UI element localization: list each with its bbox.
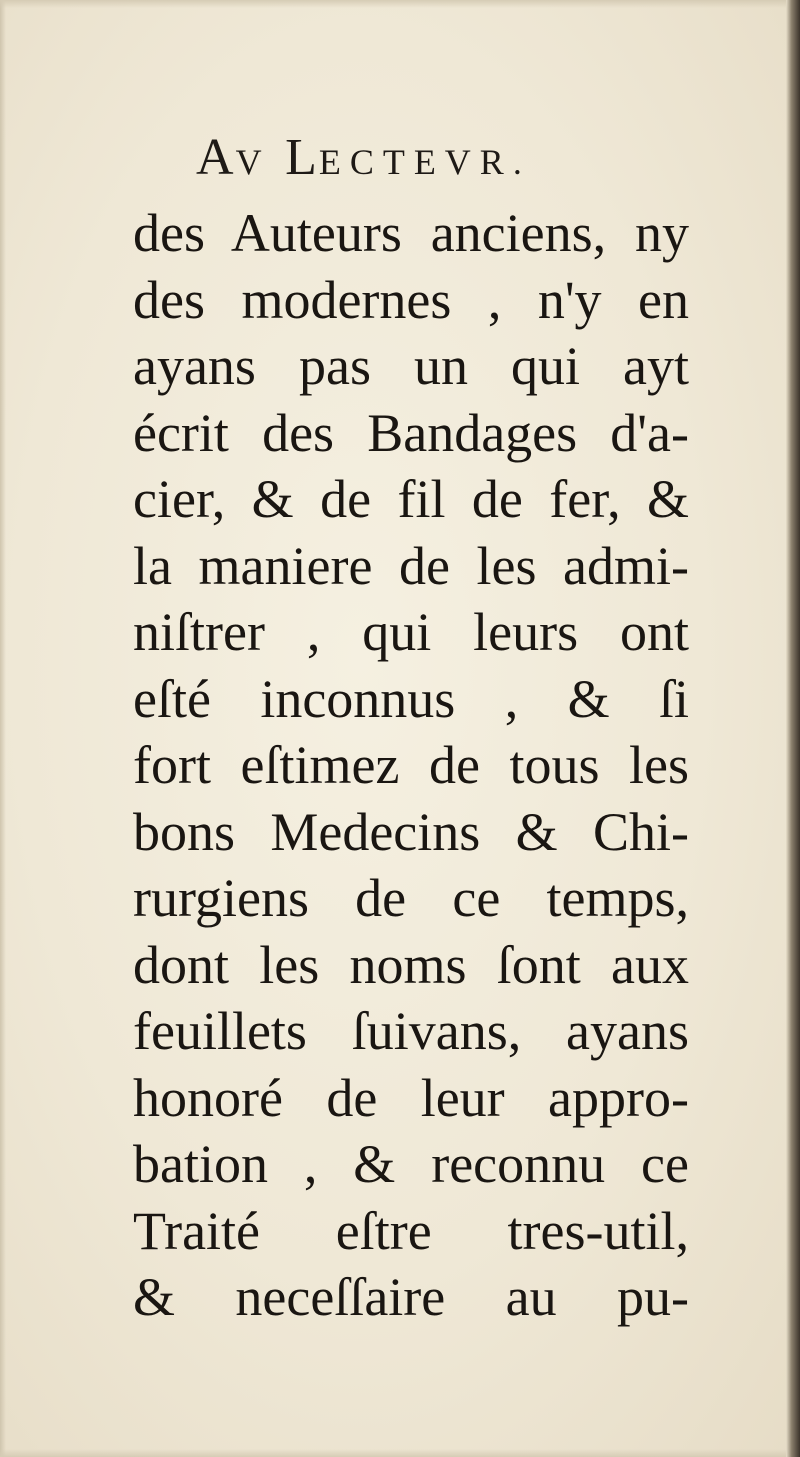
- header-au-rest: V: [235, 142, 271, 182]
- text-line-13: feuillets ſuivans, ayans: [133, 1001, 689, 1061]
- text-line-16: Traité eſtre tres-util,: [133, 1200, 689, 1261]
- header-space: [271, 129, 286, 185]
- text-line-14: honoré de leur appro-: [133, 1067, 689, 1128]
- text-line-10: bons Medecins & Chi-: [133, 801, 689, 862]
- page-left-edge: [0, 0, 6, 1457]
- body-text: [133, 200, 689, 1331]
- header-lecteur-initial: L: [285, 129, 319, 186]
- text-line-1: des Auteurs anciens, ny: [133, 203, 689, 263]
- text-line-2: des modernes , n'y en: [133, 269, 689, 330]
- text-line-8: eſté inconnus , & ſi: [133, 668, 689, 729]
- text-line-12: dont les noms ſont aux: [133, 934, 689, 995]
- text-line-4: écrit des Bandages d'a-: [133, 402, 689, 463]
- page-bottom-edge: [0, 1449, 800, 1457]
- text-line-15: bation , & reconnu ce: [133, 1134, 689, 1194]
- header-au-initial: A: [196, 129, 236, 186]
- text-line-9: fort eſtimez de tous les: [133, 735, 689, 795]
- text-line-11: rurgiens de ce temps,: [133, 868, 689, 928]
- text-line-3: ayans pas un qui ayt: [133, 336, 689, 396]
- page-top-edge: [0, 0, 800, 8]
- book-spine-shadow: [786, 0, 800, 1457]
- text-line-17: & neceſſaire au pu-: [133, 1267, 689, 1327]
- running-header: [196, 128, 531, 187]
- text-line-7: niſtrer , qui leurs ont: [133, 602, 689, 662]
- text-line-6: la maniere de les admi-: [133, 535, 689, 596]
- text-line-5: cier, & de fil de fer, &: [133, 469, 689, 529]
- header-lecteur-rest: ECTEVR.: [318, 142, 531, 182]
